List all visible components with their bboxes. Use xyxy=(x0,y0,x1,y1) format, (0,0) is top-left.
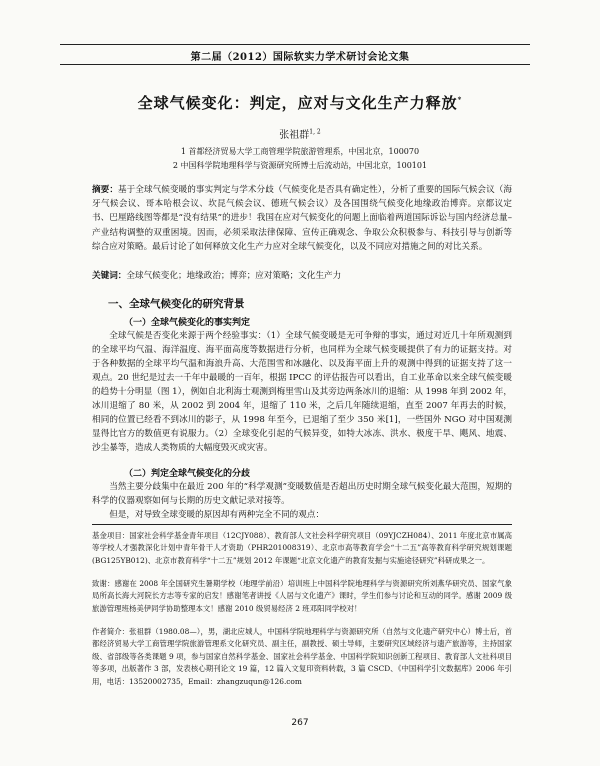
affiliation-1: 1 首都经济贸易大学工商管理学院旅游管理系，中国北京，100070 xyxy=(180,147,420,156)
footnote-acknowledgement: 致谢：感谢在 2008 年全国研究生暑期学校（地理学前沿）培训班上中国科学院地理科学与资源研究所刘燕华研究员、国家气象局所高长海大河院长方志等专家的启发！感谢笔者讲授《人居与文化遗产》课时，学生们参与讨论和互动的同学。感谢 2009 级旅游管理班杨美伊同学协助整理本文！感谢 2010 级贸易经济 2 班邓阳同学校对！ xyxy=(92,579,512,613)
footnote-funding: 基金项目：国家社会科学基金青年项目（12CJY088）、教育部人文社会科学研究项目（09YJCZH084）、2011 年度北京市属高等学校人才强教深化计划中青年骨干人才资助（PHR201008319）、北京市高等教育学会“十二五”高等教育科学研究规划课题(BG125YB012)、北京市教育科学“十二五”规划 2012 年课题“北京文化遗产的教育发掘与实施途径研究”科研成果之一。 xyxy=(92,531,512,565)
subsection-heading-2: （二）判定全球气候变化的分歧 xyxy=(124,469,251,479)
keywords-text: 全球气候变化；地缘政治；博弈；应对策略；文化生产力 xyxy=(126,271,342,281)
abstract-label: 摘要： xyxy=(92,185,118,195)
footnote-rule xyxy=(92,524,512,525)
title-footnote-mark: * xyxy=(457,95,463,104)
affiliation-2: 2 中国科学院地理科学与资源研究所博士后流动站，中国北京，100101 xyxy=(172,161,428,170)
body-paragraph-2: 当然主要分歧集中在最近 200 年的“科学观测”变暖数值是否超出历史时期全球气候变化最大范围，短期的科学的仪器观察如何与长期的历史文献记录对接等。 xyxy=(92,482,512,506)
running-header: 第二届（2012）国际软实力学术研讨会论文集 xyxy=(190,52,410,63)
paper-title xyxy=(0,92,600,113)
header-rule-top xyxy=(60,44,530,45)
author xyxy=(0,126,600,141)
keywords-label: 关键词： xyxy=(92,271,127,281)
author-name: 张祖群 xyxy=(279,130,310,141)
body-paragraph-3: 但是，对导致全球变暖的原因却有两种完全不同的观点： xyxy=(109,510,325,520)
keywords xyxy=(92,269,512,283)
section-heading-1: 一、全球气候变化的研究背景 xyxy=(108,298,245,310)
title-text: 全球气候变化：判定，应对与文化生产力释放 xyxy=(137,94,458,112)
body-paragraph-1: 全球气候是否变化来源于两个经验事实：（1）全球气候变暖是无可争辩的事实，通过对近几十年所观测到的全球平均气温、海洋温度、海平面高度等数据进行分析，也同样为全球气候变暖提供了有力的证据支持。对于各种数据的全球平均气温和海浪升高、大范围雪和冰融化、以及海平面上升的观测中得到的证据支持了这一观点。20 世纪是过去一千年中最暖的一百年，根据 IPCC 的评估报告可以看出，自工业革命以来全球气候变暖的趋势十分明显（图 1），例如自北利海士观测到梅里雪山及其旁边两条冰川的退缩：从 1998 年到 2002 年，冰川退缩了 80 米，从 2002 到 2004 年，退缩了 110 米，之后几年随续退缩，直至 2007 年再去的时候，相同的位置已经看不到冰川的影子，从 1998 年至今，已退缩了至少 350 米[1]，一些国外 NGO 对中国观测显得比官方的数值更有说服力。（2）全球变化引起的气候异变，如特大冰冻、洪水、极度干旱、飓风、地震、沙尘暴等，造成人类物质的大幅度毁灭或灾害。 xyxy=(92,331,512,453)
subsection-heading-1: （一）全球气候变化的事实判定 xyxy=(124,318,251,328)
author-affiliation-marks: 1, 2 xyxy=(309,128,321,136)
abstract-text: 基于全球气候变暖的事实判定与学术分歧（气候变化是否具有确定性），分析了重要的国际气候会议（海牙气候会议、哥本哈根会议、坎昆气候会议、德班气候会议）及各国围绕气候变化地缘政治博弈。京都议定书、巴厘路线图等都是“没有结果”的进步！我国在应对气候变化的问题上面临着两道国际诉讼与国内经济总量–产业结构调整的双重困境。因而，必须采取法律保障、宣传正确观念、争取公众积极参与、科技引导与创新等综合应对策略。最后讨论了如何释放文化生产力应对全球气候变化，以及不同应对措施之间的对比关系。 xyxy=(92,185,512,252)
header-rule-bottom xyxy=(60,64,530,65)
abstract xyxy=(92,183,512,254)
footnote-author-bio: 作者简介：张祖群（1980.08—），男，湖北应城人，中国科学院地理科学与资源研究所（自然与文化遗产研究中心）博士后，首都经济贸易大学工商管理学院旅游管理系文化研究员、副主任，副教授、硕士导师，主要研究区域经济与遗产旅游等，主持国家级、省部级等各类课题 9 项，参与国家自然科学基金、国家社会科学基金、中国科学院知识创新工程项目、教育部人文社科项目等多项，出版著作 3 部，发表核心期刊论文 19 篇，12 篇入文复印资料转载，3 篇 CSCD、《中国科学引文数据库》2006 年引用，电话：13520002735，Email：zhangzuqun@126.com xyxy=(92,627,512,686)
page-number: 267 xyxy=(291,718,309,728)
